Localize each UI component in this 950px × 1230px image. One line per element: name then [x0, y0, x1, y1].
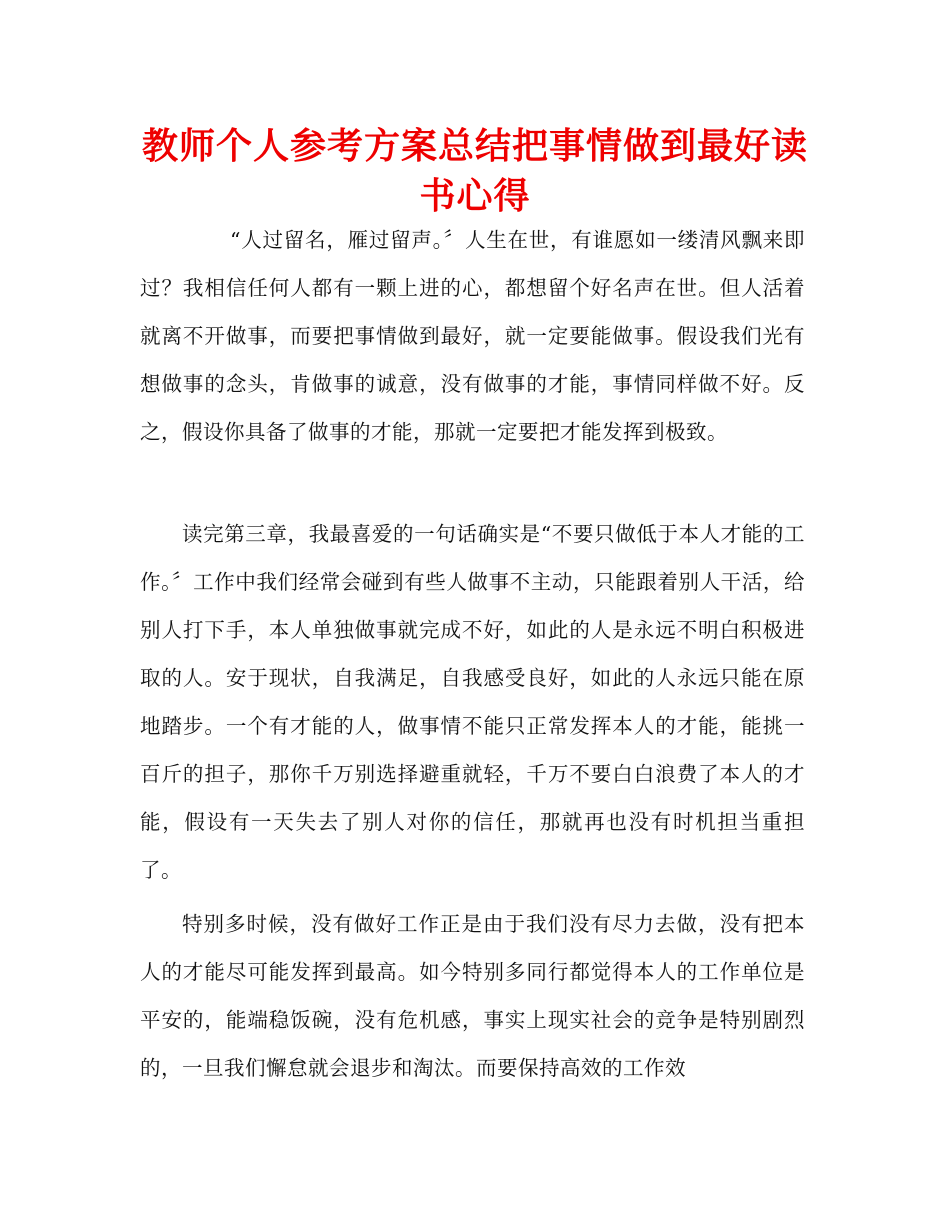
- paragraph-2: 读完第三章，我最喜爱的一句话确实是“不要只做低于本人才能的工作。〞工作中我们经常会碰到有些人做事不主动，只能跟着别人干活，给别人打下手，本人单独做事就完成不好，如此的人是永远不明白积极进取的人。安于现状，自我满足，自我感受良好，如此的人永远只能在原地踏步。一个有才能的人，做事情不能只正常发挥本人的才能，能挑一百斤的担子，那你千万别选择避重就轻，千万不要白白浪费了本人的才能，假设有一天失去了别人对你的信任，那就再也没有时机担当重担了。: [140, 522, 805, 882]
- page-title: 教师个人参考方案总结把事情做到最好读书心得: [141, 126, 808, 217]
- paragraph-1: “人过留名，雁过留声。〞人生在世，有谁愿如一缕清风飘来即过？我相信任何人都有一颗上进的心，都想留个好名声在世。但人活着就离不开做事，而要把事情做到最好，就一定要能做事。假设我们光有想做事的念头，肯做事的诚意，没有做事的才能，事情同样做不好。反之，假设你具备了做事的才能，那就一定要把才能发挥到极致。: [140, 228, 805, 444]
- paragraph-3: 特别多时候，没有做好工作正是由于我们没有尽力去做，没有把本人的才能尽可能发挥到最高。如今特别多同行都觉得本人的工作单位是平安的，能端稳饭碗，没有危机感，事实上现实社会的竞争是特别剧烈的，一旦我们懈怠就会退步和淘汰。而要保持高效的工作效: [140, 912, 805, 1080]
